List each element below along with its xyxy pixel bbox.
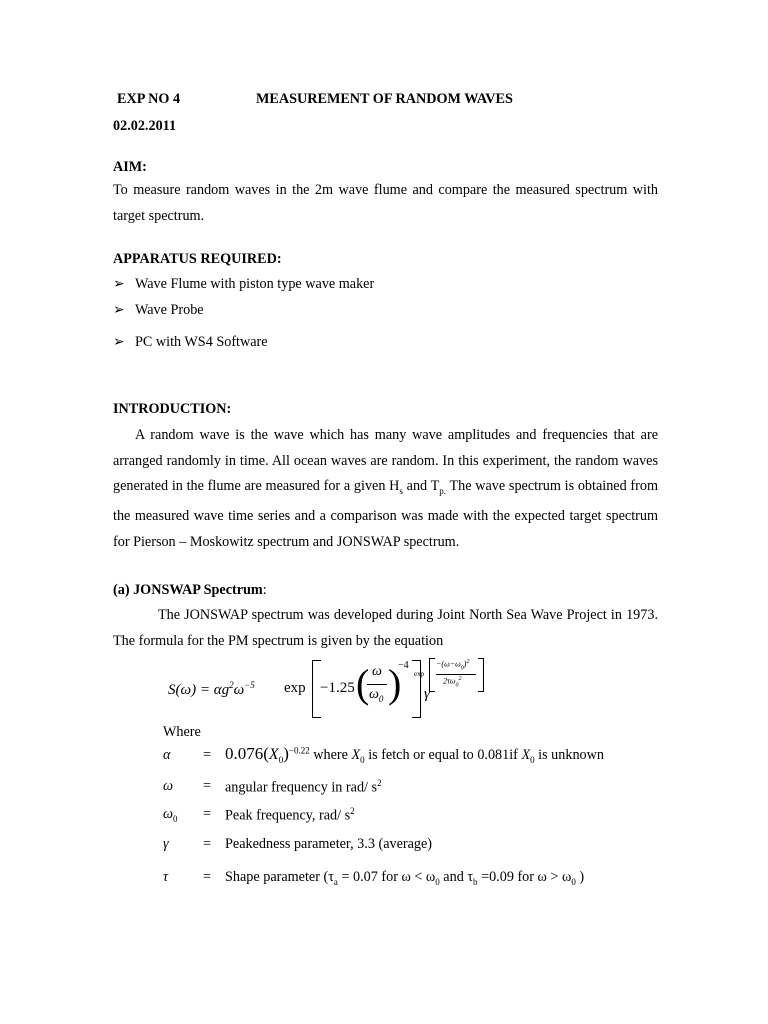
aim-text: To measure random waves in the 2m wave flume and compare the measured spectrum with target spectrum.: [113, 182, 658, 224]
introduction-heading: INTRODUCTION:: [113, 401, 232, 417]
formula-power: −4: [398, 660, 409, 671]
omega0-symbol: $\omega_0$: [163, 806, 178, 824]
jonswap-text: The JONSWAP spectrum was developed during Joint North Sea Wave Project in 1973. The formula for the PM spectrum is given by the equation: [113, 607, 658, 649]
introduction-text: A random wave is the wave which has many wave amplitudes and frequencies that are arranged randomly in time. All ocean waves are random. In this experiment, the random waves generated in the flume are measured for a given $H_s$ and $T_{p.}$ The wave spectrum is obtained from the measured wave time series and a comparison was made with the expected target spectrum for Pierson – Moskowitz spectrum and JONSWAP spectrum.: [113, 427, 658, 550]
formula-frac-num: ω: [372, 664, 382, 679]
jonswap-heading: (a) JONSWAP Spectrum:: [113, 582, 267, 598]
aim-heading: AIM:: [113, 159, 147, 175]
document-title: MEASUREMENT OF RANDOM WAVES: [256, 91, 513, 107]
arrow-bullet-icon: ➢: [113, 302, 125, 318]
apparatus-heading: APPARATUS REQUIRED:: [113, 251, 282, 267]
formula-small-num: $-(\omega-\omega_0)^2$: [436, 659, 470, 672]
formula-left-paren: (: [356, 661, 370, 706]
gamma-symbol: γ: [163, 836, 169, 852]
apparatus-item: ➢ Wave Flume with piston type wave maker: [113, 276, 375, 292]
formula-small-den: $2\tau\omega_0^2$: [443, 676, 462, 689]
where-label: Where: [163, 724, 201, 740]
formula-gamma: γ: [424, 686, 430, 702]
jonswap-formula: [160, 656, 500, 720]
formula-exp: exp: [284, 680, 306, 696]
formula-frac-line: [367, 684, 387, 685]
formula-frac-den: $\omega_0$: [369, 687, 384, 704]
formula-coef: −1.25: [320, 680, 355, 696]
formula-right-paren: ): [388, 661, 402, 706]
formula-small-right-bracket: [478, 658, 484, 692]
formula-small-frac-line: [436, 674, 476, 675]
omega-symbol: ω: [163, 778, 174, 794]
formula-small-left-bracket: [429, 658, 435, 692]
apparatus-item: ➢ Wave Probe: [113, 302, 204, 318]
apparatus-item: ➢ PC with WS4 Software: [113, 334, 268, 350]
date: 02.02.2011: [113, 118, 177, 134]
arrow-bullet-icon: ➢: [113, 276, 125, 292]
tau-symbol: τ: [163, 869, 169, 885]
formula-small-exp: exp: [414, 670, 425, 678]
alpha-symbol: α: [163, 747, 171, 763]
formula-right-bracket: [412, 660, 421, 718]
exp-number: EXP NO 4: [117, 91, 181, 107]
formula-lhs: $S(\omega) = \alpha g^2\omega^{-5}$: [168, 680, 255, 698]
arrow-bullet-icon: ➢: [113, 334, 125, 350]
